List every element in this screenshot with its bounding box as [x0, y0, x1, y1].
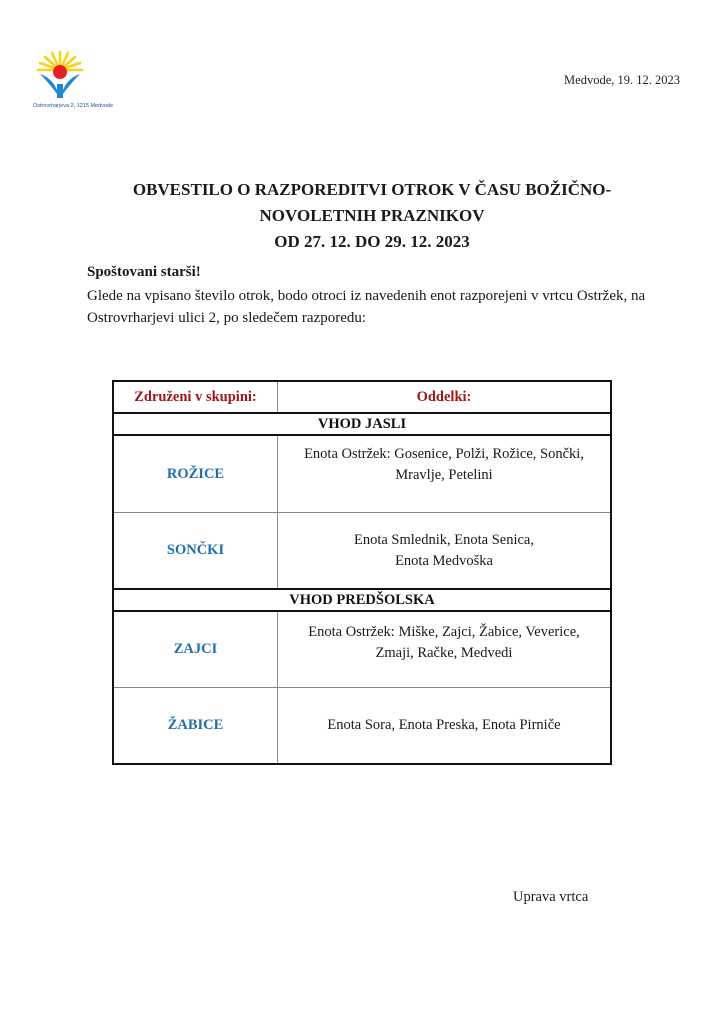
units-line: Enota Smlednik, Enota Senica,	[353, 531, 534, 548]
units-line: Zmaji, Račke, Medvedi	[375, 644, 513, 661]
units-line: Enota Medvoška	[395, 552, 493, 569]
schedule-table	[112, 380, 612, 765]
document-date: Medvode, 19. 12. 2023	[564, 73, 680, 87]
section-row	[113, 589, 611, 611]
header-units: Oddelki:	[278, 381, 612, 413]
title-line-3: OD 27. 12. DO 29. 12. 2023	[274, 232, 470, 251]
greeting: Spoštovani starši!	[87, 264, 201, 280]
intro-paragraph: Glede na vpisano število otrok, bodo otroci iz navedenih enot razporejeni v vrtcu Ostržek, na Ostrovrharjevi ulici 2, po sledečem razporedu:	[87, 288, 646, 326]
section-title: VHOD JASLI	[113, 413, 611, 435]
logo-address: Ostrovrharjeva 2, 1215 Medvode	[33, 103, 114, 109]
units-line: Enota Ostržek: Miške, Zajci, Žabice, Veverice,	[308, 623, 580, 640]
title-line-2: NOVOLETNIH PRAZNIKOV	[259, 206, 485, 225]
table-row	[113, 688, 611, 765]
section-title: VHOD PREDŠOLSKA	[113, 589, 611, 611]
table-header-row	[113, 381, 611, 413]
table-row	[113, 435, 611, 513]
units-line: Enota Sora, Enota Preska, Enota Pirniče	[327, 717, 561, 733]
units-cell	[278, 513, 612, 590]
signature: Uprava vrtca	[513, 889, 589, 905]
section-row	[113, 413, 611, 435]
kindergarten-logo-icon	[30, 50, 90, 102]
title-line-1: OBVESTILO O RAZPOREDITVI OTROK V ČASU BOŽIČNO-	[132, 180, 612, 199]
group-name: ŽABICE	[113, 688, 278, 765]
units-line: Mravlje, Petelini	[395, 467, 493, 483]
group-name: ROŽICE	[113, 435, 278, 513]
kindergarten-logo	[30, 50, 120, 116]
units-cell	[278, 688, 612, 765]
header-group: Združeni v skupini:	[113, 381, 278, 413]
table-row	[113, 611, 611, 688]
document-title	[60, 177, 684, 255]
table-row	[113, 513, 611, 590]
group-name: SONČKI	[113, 513, 278, 590]
group-name: ZAJCI	[113, 611, 278, 688]
units-cell	[278, 611, 612, 688]
units-line: Enota Ostržek: Gosenice, Polži, Rožice, Sončki,	[304, 446, 584, 462]
units-cell	[278, 435, 612, 513]
